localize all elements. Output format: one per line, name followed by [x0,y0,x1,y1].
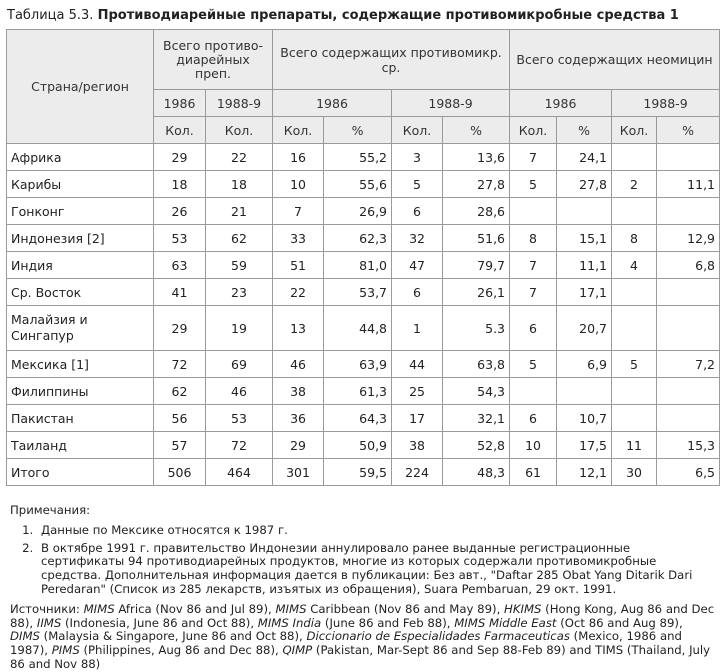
table-cell: 17,5 [557,432,612,459]
table-cell: 59 [206,252,273,279]
table-cell [612,378,657,405]
table-cell: 464 [206,459,273,486]
table-cell: 10,7 [557,405,612,432]
header-count: Кол. [612,117,657,144]
table-cell: 11,1 [657,171,720,198]
table-cell: 6 [510,306,557,351]
table-cell [510,198,557,225]
table-cell: 47 [392,252,443,279]
table-cell: 64,3 [324,405,392,432]
header-total: Всего противо-диарейных преп. [154,30,273,90]
source-name: MIMS [83,601,115,616]
row-label: Пакистан [7,405,154,432]
header-pct: % [443,117,510,144]
note-item: 1. Данные по Мексике относятся к 1987 г. [37,524,715,538]
table-cell: 3 [392,144,443,171]
table-cell: 7,2 [657,351,720,378]
table-cell: 5 [510,351,557,378]
table-cell: 12,1 [557,459,612,486]
table-cell: 21 [206,198,273,225]
table-cell: 72 [154,351,206,378]
table-cell: 5 [510,171,557,198]
header-pct: % [557,117,612,144]
table-cell: 16 [273,144,324,171]
table-cell: 15,1 [557,225,612,252]
table-cell: 69 [206,351,273,378]
source-name: HKIMS [504,601,542,616]
table-cell [657,279,720,306]
header-pct: % [657,117,720,144]
table-cell: 7 [510,144,557,171]
source-detail: (Oct 86 and Aug 89), [556,615,683,630]
table-cell: 38 [392,432,443,459]
table-cell: 6 [510,405,557,432]
table-cell: 15,3 [657,432,720,459]
table-cell: 38 [273,378,324,405]
row-label: Индонезия [2] [7,225,154,252]
table-cell: 29 [154,306,206,351]
table-cell: 5.3 [443,306,510,351]
row-label: Гонконг [7,198,154,225]
table-cell: 26,9 [324,198,392,225]
table-cell: 50,9 [324,432,392,459]
table-cell: 79,7 [443,252,510,279]
header-country: Страна/регион [7,30,154,144]
header-count: Кол. [154,117,206,144]
row-label: Африка [7,144,154,171]
row-label: Мексика [1] [7,351,154,378]
header-count: Кол. [273,117,324,144]
row-label: Филиппины [7,378,154,405]
table-cell: 6 [392,198,443,225]
source-name: MIMS India [257,615,322,630]
table-cell: 10 [510,432,557,459]
table-cell: 55,2 [324,144,392,171]
table-row [7,252,720,279]
table-cell [510,378,557,405]
source-name: Diccionario de Especialidades Farmaceuticas [306,629,570,644]
table-cell: 61 [510,459,557,486]
row-label: Таиланд [7,432,154,459]
table-cell: 62 [206,225,273,252]
table-row [7,432,720,459]
table-cell: 20,7 [557,306,612,351]
note-item: 2. В октябре 1991 г. правительство Индонезии аннулировало ранее выданные регистрационные сертификаты 94 противодиарейных продуктов, многие из которых содержали противомикробные средства. Дополнительная информация дается в публикации: Без авт., "Daftar 285 Obat Yang Ditarik Dari Peredaran" (Список из 285 лекарств, изъятых из обращения), Suara Pembaruan, 29 окт. 1991. [37,542,715,597]
table-cell: 6,8 [657,252,720,279]
table-cell [657,198,720,225]
source-name: MIMS [275,601,307,616]
table-cell: 53 [154,225,206,252]
source-detail: (Mexico, 1986 and 1987), [10,629,682,658]
table-cell: 17,1 [557,279,612,306]
source-name: MIMS Middle East [454,615,557,630]
notes-section [10,504,715,672]
table-cell: 28,6 [443,198,510,225]
table-cell: 46 [273,351,324,378]
table-cell: 25 [392,378,443,405]
table-cell: 63,8 [443,351,510,378]
table-cell: 44,8 [324,306,392,351]
table-cell: 59,5 [324,459,392,486]
table-cell: 44 [392,351,443,378]
table-cell: 32 [392,225,443,252]
row-label: Итого [7,459,154,486]
table-cell: 26 [154,198,206,225]
table-cell: 11 [612,432,657,459]
table-cell: 11,1 [557,252,612,279]
table-cell: 13,6 [443,144,510,171]
table-cell: 48,3 [443,459,510,486]
header-count: Кол. [206,117,273,144]
source-detail: (Philippines, Aug 86 and Dec 88), [79,643,283,658]
table-row [7,225,720,252]
row-label: Индия [7,252,154,279]
table-cell: 63 [154,252,206,279]
table-cell: 27,8 [557,171,612,198]
table-cell: 224 [392,459,443,486]
sources-label: Источники: [10,601,80,616]
table-cell: 62 [154,378,206,405]
source-detail: (Indonesia, June 86 and Oct 88), [61,615,258,630]
table-row [7,351,720,378]
table-row [7,198,720,225]
table-row [7,306,720,351]
table-cell: 301 [273,459,324,486]
table-cell: 24,1 [557,144,612,171]
table-cell: 81,0 [324,252,392,279]
source-detail: Caribbean (Nov 86 and May 89), [306,601,505,616]
header-count: Кол. [392,117,443,144]
source-detail: (Pakistan, Mar-Sept 86 and Sep 88-Feb 89) and TIMS (Thailand, July 86 and Nov 88) [10,643,711,671]
table-cell [612,279,657,306]
table-cell: 6 [392,279,443,306]
source-detail: Africa (Nov 86 and Jul 89), [114,601,276,616]
caption-title: Противодиарейные препараты, содержащие противомикробные средства 1 [97,8,679,23]
source-detail: (Malaysia & Singapore, June 86 and Oct 88), [39,629,307,644]
table-cell: 41 [154,279,206,306]
table-caption [7,8,679,23]
header-year-1988: 1988-9 [392,90,510,117]
table-cell: 22 [206,144,273,171]
table-cell: 2 [612,171,657,198]
table-cell: 32,1 [443,405,510,432]
table-cell: 5 [612,351,657,378]
table-row [7,378,720,405]
table-cell: 6,5 [657,459,720,486]
table-cell: 17 [392,405,443,432]
table-cell [657,144,720,171]
table-cell: 29 [273,432,324,459]
table-cell: 56 [154,405,206,432]
header-count: Кол. [510,117,557,144]
table-cell [657,405,720,432]
table-cell: 6,9 [557,351,612,378]
table-cell [612,405,657,432]
table-cell: 8 [612,225,657,252]
table-cell: 61,3 [324,378,392,405]
header-year-1986: 1986 [273,90,392,117]
table-cell: 27,8 [443,171,510,198]
table-cell: 53,7 [324,279,392,306]
header-antimicrobial: Всего содержащих противомикр. ср. [273,30,510,90]
header-year-1986: 1986 [154,90,206,117]
table-cell: 7 [273,198,324,225]
source-name: DIMS [10,629,40,644]
table-cell: 29 [154,144,206,171]
table-cell [657,306,720,351]
row-label: Малайзия и Сингапур [7,306,154,351]
table-cell: 26,1 [443,279,510,306]
table-cell: 5 [392,171,443,198]
table-row [7,405,720,432]
header-year-1988: 1988-9 [206,90,273,117]
table-cell: 62,3 [324,225,392,252]
table-cell: 7 [510,252,557,279]
table-cell: 54,3 [443,378,510,405]
table-cell [557,198,612,225]
caption-label: Таблица 5.3. [7,8,94,23]
table-cell: 53 [206,405,273,432]
table-cell: 33 [273,225,324,252]
table-cell: 63,9 [324,351,392,378]
table-cell: 12,9 [657,225,720,252]
source-detail: (Hong Kong, Aug 86 and Dec 88), [10,601,715,630]
table-cell: 30 [612,459,657,486]
table-cell: 22 [273,279,324,306]
table-row [7,171,720,198]
table-cell [612,306,657,351]
header-year-1986: 1986 [510,90,612,117]
table-cell: 4 [612,252,657,279]
table-cell [612,198,657,225]
table-cell: 19 [206,306,273,351]
table-cell: 18 [206,171,273,198]
table-cell: 13 [273,306,324,351]
table-row [7,279,720,306]
row-label: Карибы [7,171,154,198]
table-cell: 18 [154,171,206,198]
sources-paragraph [10,603,715,672]
table-cell: 10 [273,171,324,198]
table-cell: 8 [510,225,557,252]
source-name: IIMS [36,615,62,630]
table-cell: 36 [273,405,324,432]
row-label: Ср. Восток [7,279,154,306]
table-row [7,459,720,486]
header-year-1988: 1988-9 [612,90,720,117]
table-cell: 51 [273,252,324,279]
table-cell: 1 [392,306,443,351]
table-cell: 55,6 [324,171,392,198]
table-cell [657,378,720,405]
table-cell: 506 [154,459,206,486]
table-cell: 7 [510,279,557,306]
data-table [6,29,720,486]
table-cell: 57 [154,432,206,459]
table-cell: 72 [206,432,273,459]
source-name: QIMP [282,643,313,658]
table-row [7,144,720,171]
table-cell: 46 [206,378,273,405]
source-detail: (June 86 and Feb 88), [321,615,455,630]
header-neomycin: Всего содержащих неомицин [510,30,720,90]
table-body [7,144,720,486]
notes-heading: Примечания: [10,503,91,517]
source-name: PIMS [51,643,80,658]
table-cell: 51,6 [443,225,510,252]
table-cell [557,378,612,405]
table-cell: 23 [206,279,273,306]
notes-list [10,524,715,597]
table-cell: 52,8 [443,432,510,459]
table-cell [612,144,657,171]
header-pct: % [324,117,392,144]
